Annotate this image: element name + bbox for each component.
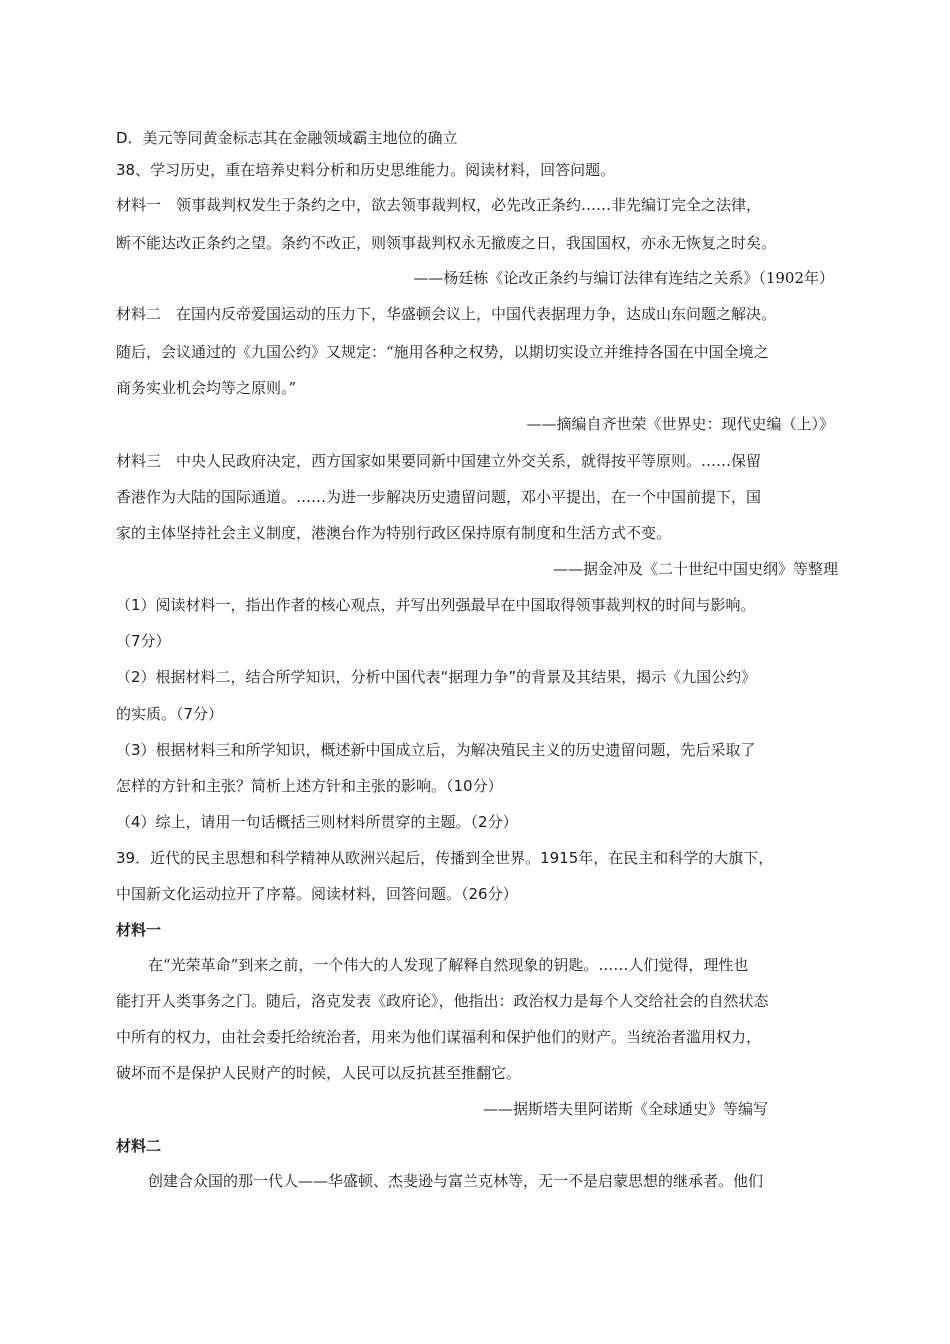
material-1-line-2: 断不能达改正条约之望。条约不改正，则领事裁判权永无撤废之日，我国国权，亦永无恢复之时矣。 bbox=[116, 234, 777, 252]
material-2-line-3: 商务实业机会均等之原则。” bbox=[116, 379, 297, 397]
q39-material-1-line-3: 中所有的权力，由社会委托给统治者，用来为他们谋福利和保护他们的财产。当统治者滥用权力， bbox=[116, 1028, 762, 1046]
material-3-line-2: 香港作为大陆的国际通道。……为进一步解决历史遗留问题，邓小平提出，在一个中国前提下，国 bbox=[116, 488, 762, 506]
q39-material-1-source: ——据斯塔夫里阿诺斯《全球通史》等编写 bbox=[482, 1100, 768, 1118]
question-38-stem: 38、学习历史，重在培养史料分析和历史思维能力。阅读材料，回答问题。 bbox=[116, 161, 616, 179]
q39-material-2-line-1: 创建合众国的那一代人——华盛顿、杰斐逊与富兰克林等，无一不是启蒙思想的继承者。他们 bbox=[148, 1172, 764, 1190]
question-39-line-1: 39．近代的民主思想和科学精神从欧洲兴起后，传播到全世界。1915年，在民主和科学的大旗下， bbox=[116, 849, 774, 867]
sub-question-2-line-2: 的实质。（7分） bbox=[116, 705, 224, 723]
q39-material-1-line-1: 在“光荣革命”到来之前，一个伟大的人发现了解释自然现象的钥匙。……人们觉得，理性也 bbox=[148, 956, 749, 974]
material-3-line-1: 材料三 中央人民政府决定，西方国家如果要同新中国建立外交关系，就得按平等原则。……保留 bbox=[116, 452, 762, 470]
question-39-line-2: 中国新文化运动拉开了序幕。阅读材料，回答问题。（26分） bbox=[116, 885, 518, 903]
option-d: D．美元等同黄金标志其在金融领域霸主地位的确立 bbox=[116, 129, 458, 147]
material-2-line-2: 随后，会议通过的《九国公约》又规定：“施用各种之权势，以期切实设立并维持各国在中国全境之 bbox=[116, 343, 769, 361]
material-2-heading: 材料二 bbox=[116, 1137, 162, 1155]
q39-material-1-line-4: 破坏而不是保护人民财产的时候，人民可以反抗甚至推翻它。 bbox=[116, 1064, 522, 1082]
material-1-source: ——杨廷栋《论改正条约与编订法律有连结之关系》（1902年） bbox=[413, 269, 834, 287]
material-1-line-1: 材料一 领事裁判权发生于条约之中，欲去领事裁判权，必先改正条约……非先编订完全之法律， bbox=[116, 196, 762, 214]
material-2-line-1: 材料二 在国内反帝爱国运动的压力下，华盛顿会议上，中国代表据理力争，达成山东问题之解决。 bbox=[116, 305, 777, 323]
material-3-line-3: 家的主体坚持社会主义制度，港澳台作为特别行政区保持原有制度和生活方式不变。 bbox=[116, 524, 672, 542]
sub-question-1-line-2: （7分） bbox=[116, 632, 171, 650]
q39-material-1-line-2: 能打开人类事务之门。随后，洛克发表《政府论》，他指出：政治权力是每个人交给社会的自然状态 bbox=[116, 992, 769, 1010]
sub-question-3-line-1: （3）根据材料三和所学知识，概述新中国成立后，为解决殖民主义的历史遗留问题，先后采取了 bbox=[116, 741, 756, 759]
sub-question-4: （4）综上，请用一句话概括三则材料所贯穿的主题。（2分） bbox=[116, 813, 518, 831]
material-1-heading: 材料一 bbox=[116, 921, 162, 939]
sub-question-3-line-2: 怎样的方针和主张？简析上述方针和主张的影响。（10分） bbox=[116, 777, 503, 795]
sub-question-2-line-1: （2）根据材料二，结合所学知识，分析中国代表“据理力争”的背景及其结果，揭示《九国公约》 bbox=[116, 668, 757, 686]
sub-question-1-line-1: （1）阅读材料一，指出作者的核心观点，并写出列强最早在中国取得领事裁判权的时间与影响。 bbox=[116, 596, 756, 614]
material-2-source: ——摘编自齐世荣《世界史：现代史编（上）》 bbox=[526, 415, 834, 433]
material-3-source: ——据金冲及《二十世纪中国史纲》等整理 bbox=[552, 560, 838, 578]
